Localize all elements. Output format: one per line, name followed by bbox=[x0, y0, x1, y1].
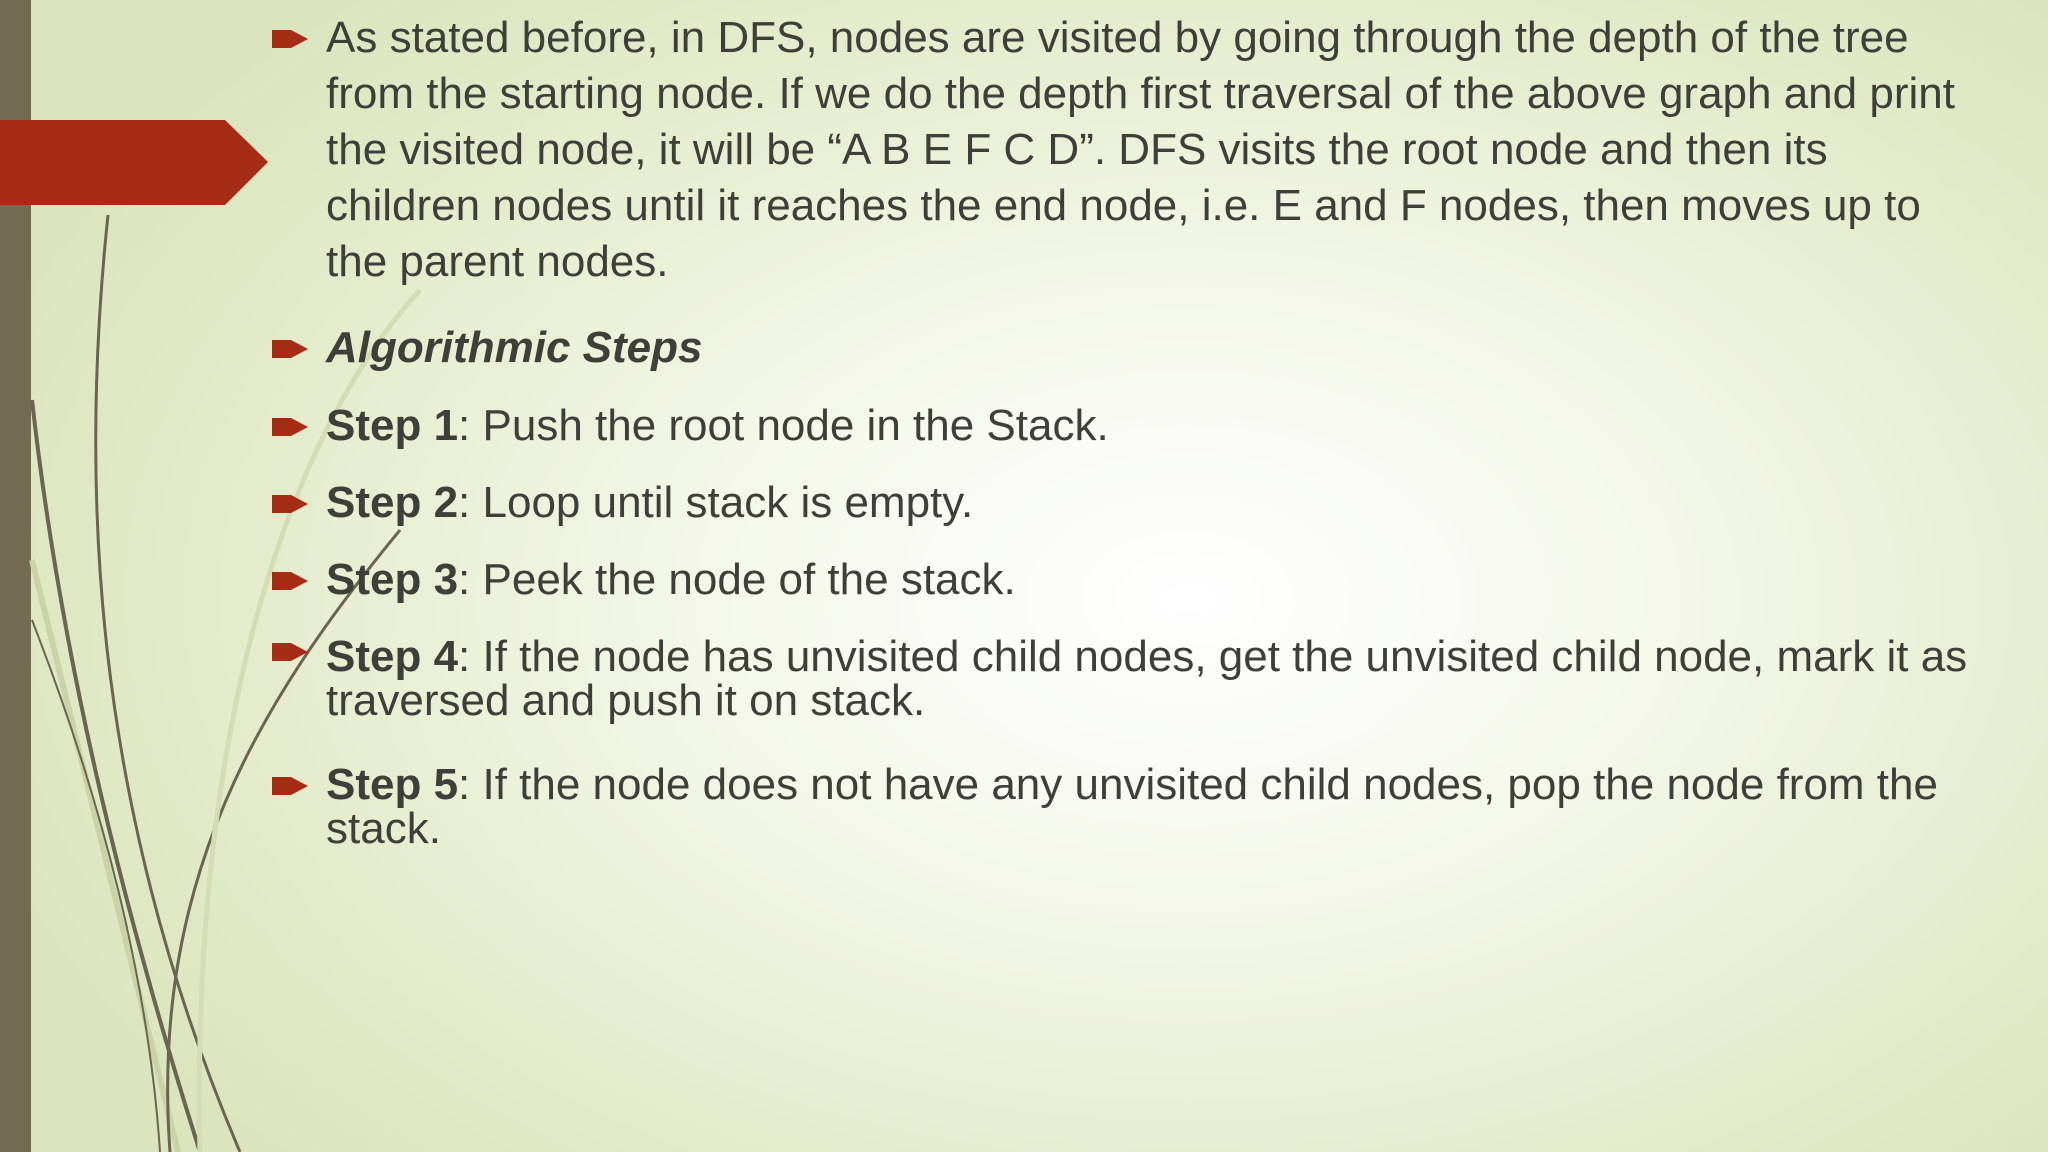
bullet-arrow-icon bbox=[272, 643, 308, 661]
step-3-text: : Peek the node of the stack. bbox=[458, 555, 1016, 604]
step-3-label: Step 3 bbox=[326, 555, 459, 604]
step-5-bullet bbox=[270, 760, 1970, 853]
bullet-arrow-icon bbox=[272, 30, 308, 48]
step-5-label: Step 5 bbox=[326, 760, 459, 809]
step-2-bullet bbox=[270, 475, 1970, 531]
step-4-bullet bbox=[270, 629, 1970, 723]
intro-text: As stated before, in DFS, nodes are visited by going through the depth of the tree from the starting node. If we do the depth first traversal of the above graph and print the visited node, it will be “A B E F C D”. DFS visits the root node and then its children nodes until it reaches the end node, i.e. E and F nodes, then moves up to the parent nodes. bbox=[326, 13, 1955, 286]
bullet-arrow-icon bbox=[272, 340, 308, 358]
intro-bullet bbox=[270, 10, 1970, 290]
step-2-label: Step 2 bbox=[326, 478, 459, 527]
step-2-text: : Loop until stack is empty. bbox=[458, 478, 974, 527]
step-1-label: Step 1 bbox=[326, 401, 459, 450]
step-4-text: : If the node has unvisited child nodes, get the unvisited child node, mark it as traversed and push it on stack. bbox=[326, 632, 1968, 725]
step-1-bullet bbox=[270, 398, 1970, 454]
heading-bullet bbox=[270, 320, 1970, 376]
title-arrow-banner bbox=[0, 120, 268, 205]
step-4-label: Step 4 bbox=[326, 632, 459, 681]
algorithmic-steps-heading: Algorithmic Steps bbox=[326, 323, 703, 372]
bullet-arrow-icon bbox=[272, 495, 308, 513]
step-1-text: : Push the root node in the Stack. bbox=[458, 401, 1109, 450]
bullet-arrow-icon bbox=[272, 572, 308, 590]
bullet-arrow-icon bbox=[272, 418, 308, 436]
step-5-text: : If the node does not have any unvisited child nodes, pop the node from the stack. bbox=[326, 760, 1938, 853]
step-3-bullet bbox=[270, 552, 1970, 608]
slide-content bbox=[270, 10, 1970, 851]
bullet-arrow-icon bbox=[272, 777, 308, 795]
